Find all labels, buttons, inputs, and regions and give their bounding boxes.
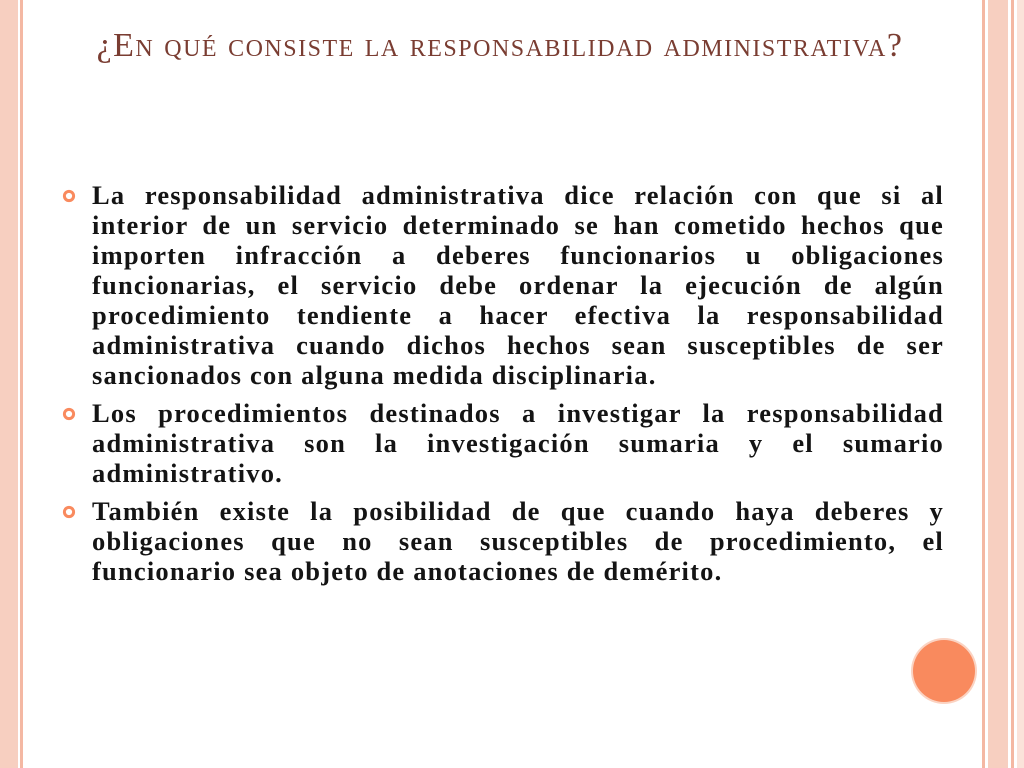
ring-bullet-icon [62,189,76,203]
left-decorative-stripe [0,0,18,768]
bullet-item [62,180,944,390]
right-decorative-line-outer [1011,0,1014,768]
bullet-text: Los procedimientos destinados a investigar la responsabilidad administrativa son la investigación sumaria y el sumario administrativo. [92,398,944,488]
right-decorative-line [982,0,985,768]
bullet-item [62,398,944,488]
bullet-text: También existe la posibilidad de que cuando haya deberes y obligaciones que no sean susceptibles de procedimiento, el funcionario sea objeto de anotaciones de demérito. [92,496,944,586]
left-decorative-line [20,0,23,768]
ring-bullet-icon [62,407,76,421]
right-decorative-edge [1017,0,1024,768]
ring-bullet-icon [62,505,76,519]
right-decorative-stripe [988,0,1008,768]
slide-title: ¿En qué consiste la responsabilidad administrativa? [96,27,904,64]
bullet-list [62,180,944,594]
decorative-orange-circle [913,640,975,702]
bullet-text: La responsabilidad administrativa dice relación con que si al interior de un servicio determinado se han cometido hechos que importen infracción a deberes funcionarios u obligaciones funcionarias, el servicio debe ordenar la ejecución de algún procedimiento tendiente a hacer efectiva la responsabilidad administrativa cuando dichos hechos sean susceptibles de ser sancionados con alguna medida disciplinaria. [92,180,944,390]
bullet-item [62,496,944,586]
